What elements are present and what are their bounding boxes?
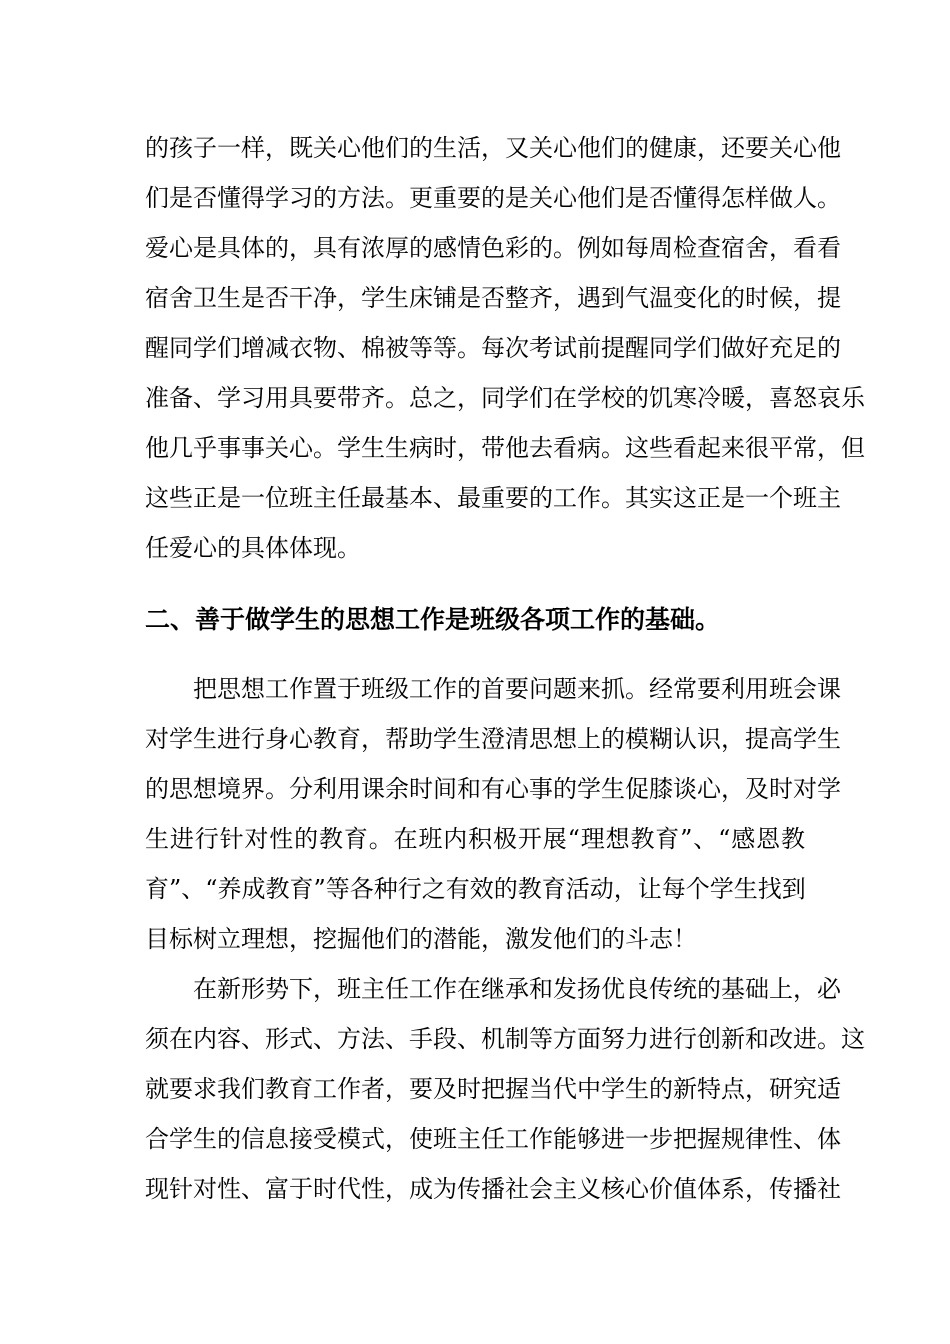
- text-line: 对学生进行身心教育，帮助学生澄清思想上的模糊认识，提高学生: [145, 725, 841, 753]
- text-line: 就要求我们教育工作者，要及时把握当代中学生的新特点，研究适: [145, 1075, 841, 1103]
- text-line: 在新形势下，班主任工作在继承和发扬优良传统的基础上，必: [193, 975, 841, 1003]
- text-line: 合学生的信息接受模式，使班主任工作能够进一步把握规律性、体: [145, 1125, 841, 1153]
- text-line: 宿舍卫生是否干净，学生床铺是否整齐，遇到气温变化的时候，提: [145, 284, 841, 312]
- text-line: 现针对性、富于时代性，成为传播社会主义核心价值体系，传播社: [145, 1175, 841, 1203]
- text-line: 须在内容、形式、方法、手段、机制等方面努力进行创新和改进。这: [145, 1025, 865, 1053]
- text-line: 的思想境界。分利用课余时间和有心事的学生促膝谈心，及时对学: [145, 775, 841, 803]
- text-line: 醒同学们增减衣物、棉被等等。每次考试前提醒同学们做好充足的: [145, 334, 841, 362]
- text-line: 们是否懂得学习的方法。更重要的是关心他们是否懂得怎样做人。: [145, 184, 841, 212]
- text-line: 爱心是具体的，具有浓厚的感情色彩的。例如每周检查宿舍，看看: [145, 234, 841, 262]
- section-heading: 二、善于做学生的思想工作是班级各项工作的基础。: [145, 605, 721, 634]
- text-line: 任爱心的具体体现。: [145, 534, 361, 562]
- text-line: 的孩子一样，既关心他们的生活，又关心他们的健康，还要关心他: [145, 134, 841, 162]
- text-line: 把思想工作置于班级工作的首要问题来抓。经常要利用班会课: [193, 675, 841, 703]
- text-line: 这些正是一位班主任最基本、最重要的工作。其实这正是一个班主: [145, 484, 841, 512]
- text-line: 目标树立理想，挖掘他们的潜能，激发他们的斗志！: [145, 925, 697, 953]
- text-line: 生进行针对性的教育。在班内积极开展“理想教育”、“感恩教: [145, 825, 805, 853]
- text-line: 准备、学习用具要带齐。总之，同学们在学校的饥寒冷暖，喜怒哀乐: [145, 384, 865, 412]
- text-line: 他几乎事事关心。学生生病时，带他去看病。这些看起来很平常，但: [145, 434, 865, 462]
- text-line: 育”、“养成教育”等各种行之有效的教育活动，让每个学生找到: [145, 875, 806, 903]
